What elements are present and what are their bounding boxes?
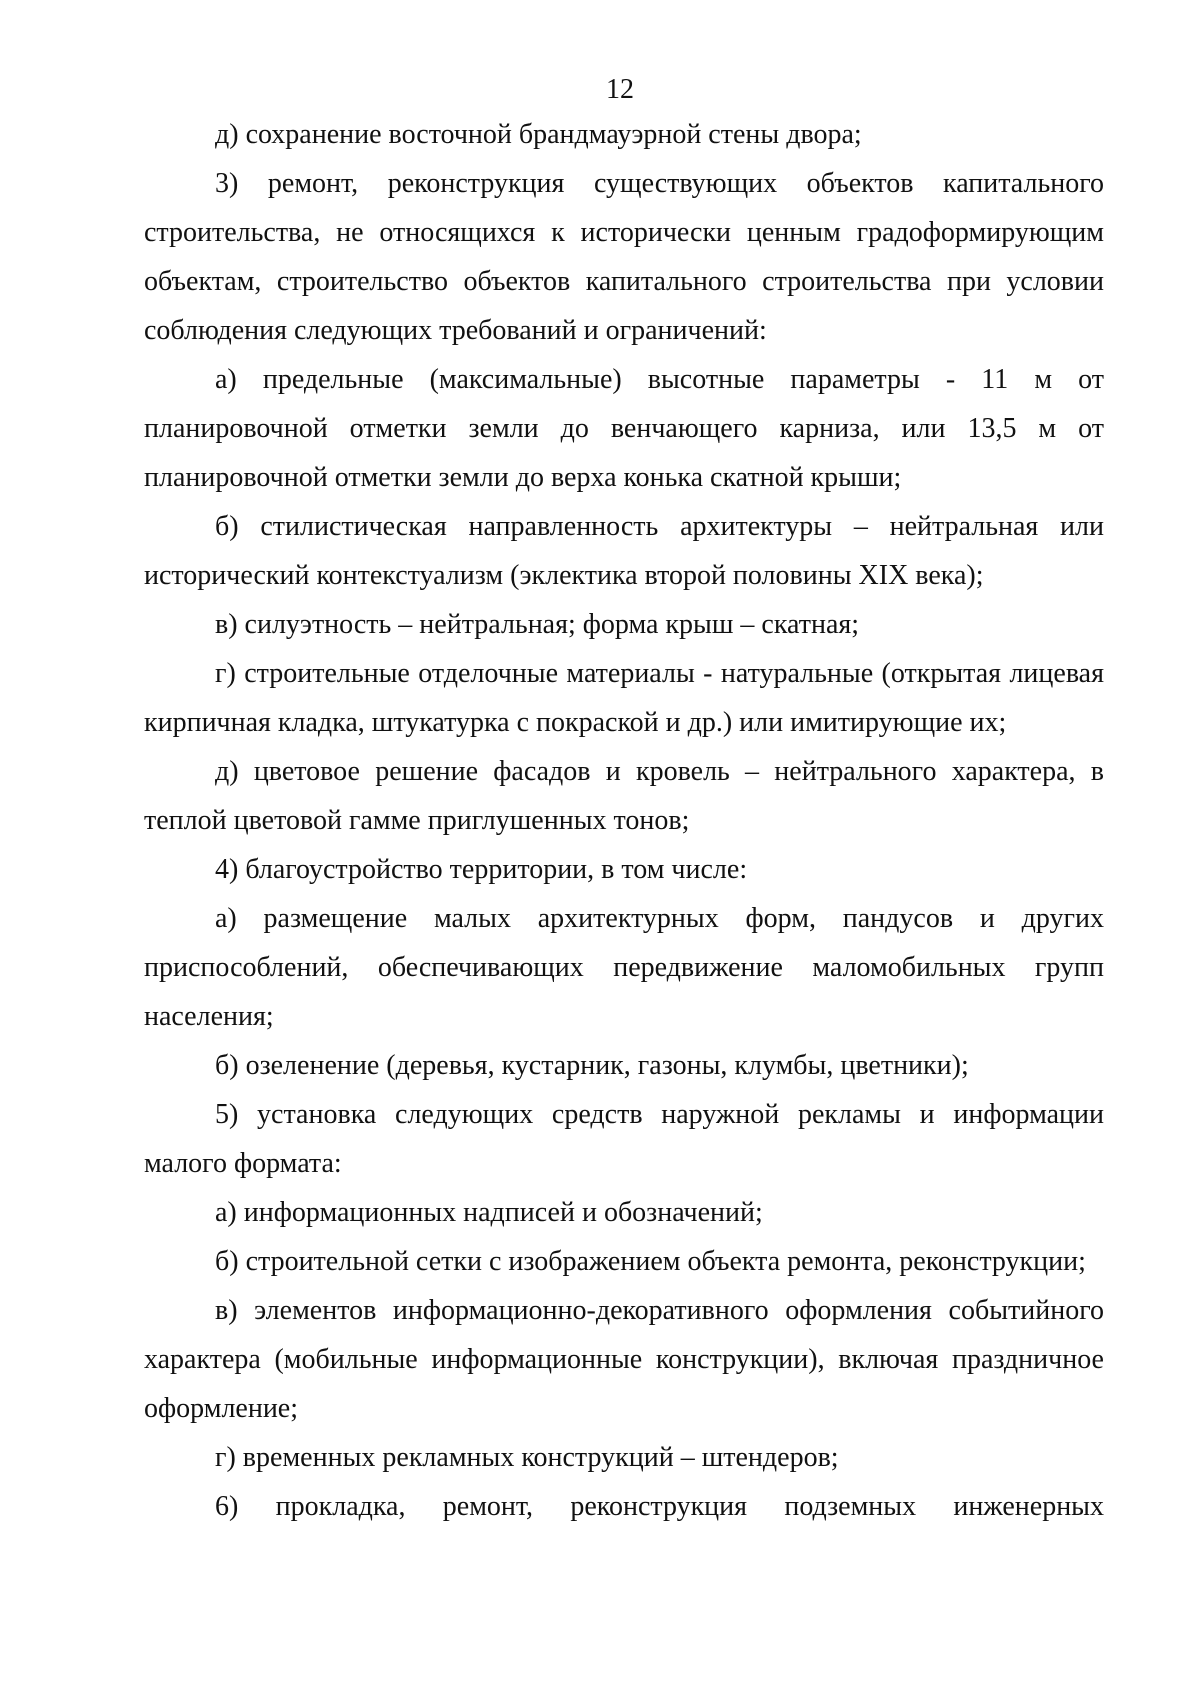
paragraph-a-height-parameters: а) предельные (максимальные) высотные параметры - 11 м от планировочной отметки земли до венчающего карниза, или 13,5 м от планировочной отметки земли до верха конька скатной крыши;	[144, 364, 1104, 493]
paragraph-b-greening: б) озеленение (деревья, кустарник, газоны, клумбы, цветники);	[215, 1050, 969, 1081]
paragraph-v-silhouette: в) силуэтность – нейтральная; форма крыш – скатная;	[215, 609, 860, 640]
paragraph-a-info-inscriptions: а) информационных надписей и обозначений;	[215, 1197, 763, 1228]
paragraph-g-temporary-structures: г) временных рекламных конструкций – штендеров;	[215, 1442, 839, 1473]
paragraph-g-finishing-materials: г) строительные отделочные материалы - натуральные (открытая лицевая кирпичная кладка, штукатурка с покраской и др.) или имитирующие их;	[144, 658, 1104, 738]
paragraph-b-architecture-style: б) стилистическая направленность архитектуры – нейтральная или исторический контекстуализм (эклектика второй половины XIX века);	[144, 511, 1104, 591]
document-body	[144, 110, 1104, 1531]
paragraph-d-color-solution: д) цветовое решение фасадов и кровель – нейтрального характера, в теплой цветовой гамме приглушенных тонов;	[144, 756, 1104, 836]
paragraph-5-advertising: 5) установка следующих средств наружной рекламы и информации малого формата:	[144, 1099, 1104, 1179]
paragraph-b-construction-mesh: б) строительной сетки с изображением объекта ремонта, реконструкции;	[215, 1246, 1086, 1277]
paragraph-d-eastern-wall: д) сохранение восточной брандмауэрной стены двора;	[215, 119, 862, 150]
paragraph-v-decorative-elements: в) элементов информационно-декоративного оформления событийного характера (мобильные информационные конструкции), включая праздничное оформление;	[144, 1295, 1104, 1424]
page-number: 12	[606, 74, 634, 105]
paragraph-4-landscaping: 4) благоустройство территории, в том числе:	[215, 854, 748, 885]
paragraph-6-underground-utilities: 6) прокладка, ремонт, реконструкция подземных инженерных	[215, 1491, 1104, 1522]
paragraph-a-small-forms: а) размещение малых архитектурных форм, пандусов и других приспособлений, обеспечивающих передвижение маломобильных групп населения;	[144, 903, 1104, 1032]
paragraph-3-repair-reconstruction: 3) ремонт, реконструкция существующих объектов капитального строительства, не относящихся к исторически ценным градоформирующим объектам, строительство объектов капитального строительства при условии соблюдения следующих требований и ограничений:	[144, 168, 1104, 346]
